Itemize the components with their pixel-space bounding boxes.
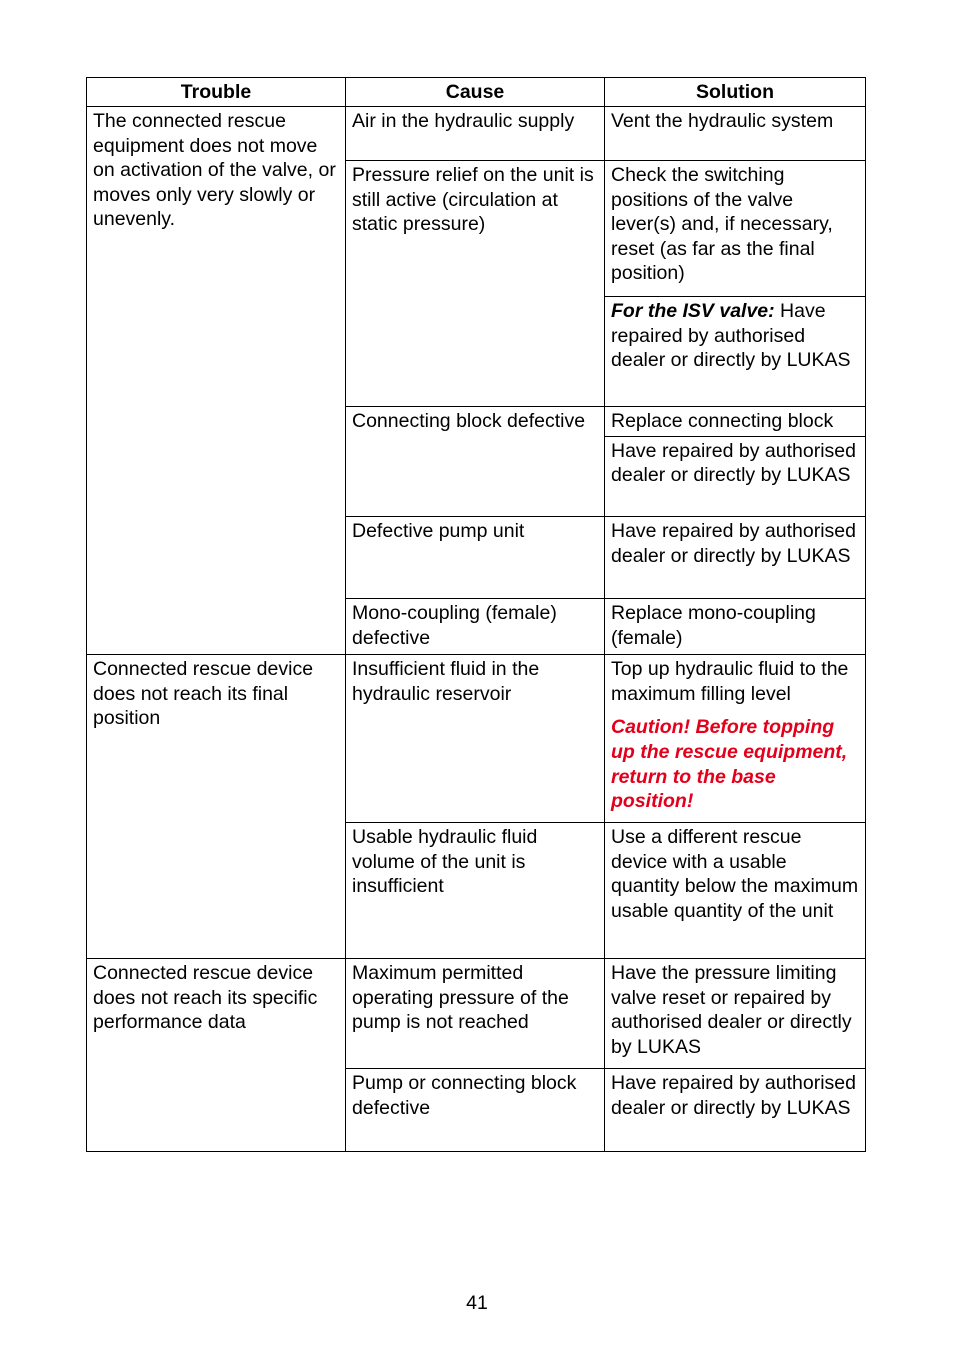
solution-cell <box>605 407 866 517</box>
troubleshooting-table <box>86 77 866 1152</box>
page-number: 41 <box>466 1292 488 1314</box>
cause-cell: Pressure relief on the unit is still active (circulation at static pressure) <box>346 161 605 407</box>
cause-cell: Connecting block defective <box>346 407 605 517</box>
cause-cell: Insufficient fluid in the hydraulic reservoir <box>346 655 605 823</box>
solution-cell <box>605 655 866 823</box>
solution-sub: Replace connecting block <box>605 407 865 437</box>
solution-text: Top up hydraulic fluid to the maximum filling level <box>611 658 849 705</box>
solution-sub: Have repaired by authorised dealer or directly by LUKAS <box>611 439 856 487</box>
trouble-cell: Connected rescue device does not reach its final position <box>87 655 346 959</box>
solution-cell: Check the switching positions of the valve lever(s) and, if necessary, reset (as far as the final position) <box>605 161 866 297</box>
solution-cell: Have the pressure limiting valve reset or repaired by authorised dealer or directly by LUKAS <box>605 959 866 1069</box>
cause-cell: Pump or connecting block defective <box>346 1069 605 1152</box>
solution-cell: Vent the hydraulic system <box>605 107 866 161</box>
header-row <box>87 78 866 107</box>
trouble-cell: The connected rescue equipment does not move on activation of the valve, or moves only very slowly or unevenly. <box>87 107 346 655</box>
solution-cell: Have repaired by authorised dealer or directly by LUKAS <box>605 517 866 599</box>
solution-cell <box>605 297 866 407</box>
table-row <box>87 107 866 161</box>
cause-cell: Usable hydraulic fluid volume of the unit is insufficient <box>346 823 605 959</box>
header-solution: Solution <box>605 78 866 107</box>
caution-note: Caution! Before topping up the rescue equipment, return to the base position! <box>611 716 848 813</box>
cause-cell: Air in the hydraulic supply <box>346 107 605 161</box>
cause-cell: Defective pump unit <box>346 517 605 599</box>
table-row <box>87 959 866 1069</box>
table-row <box>87 655 866 823</box>
header-trouble: Trouble <box>87 78 346 107</box>
isv-valve-text: Have repaired by authorised dealer or directly by LUKAS <box>611 300 851 372</box>
cause-cell: Mono-coupling (female) defective <box>346 599 605 655</box>
isv-valve-label: For the ISV valve: <box>611 300 775 322</box>
header-cause: Cause <box>346 78 605 107</box>
trouble-cell: Connected rescue device does not reach its specific performance data <box>87 959 346 1152</box>
solution-cell: Replace mono-coupling (female) <box>605 599 866 655</box>
cause-cell: Maximum permitted operating pressure of the pump is not reached <box>346 959 605 1069</box>
solution-cell: Have repaired by authorised dealer or directly by LUKAS <box>605 1069 866 1152</box>
solution-cell: Use a different rescue device with a usable quantity below the maximum usable quantity of the unit <box>605 823 866 959</box>
